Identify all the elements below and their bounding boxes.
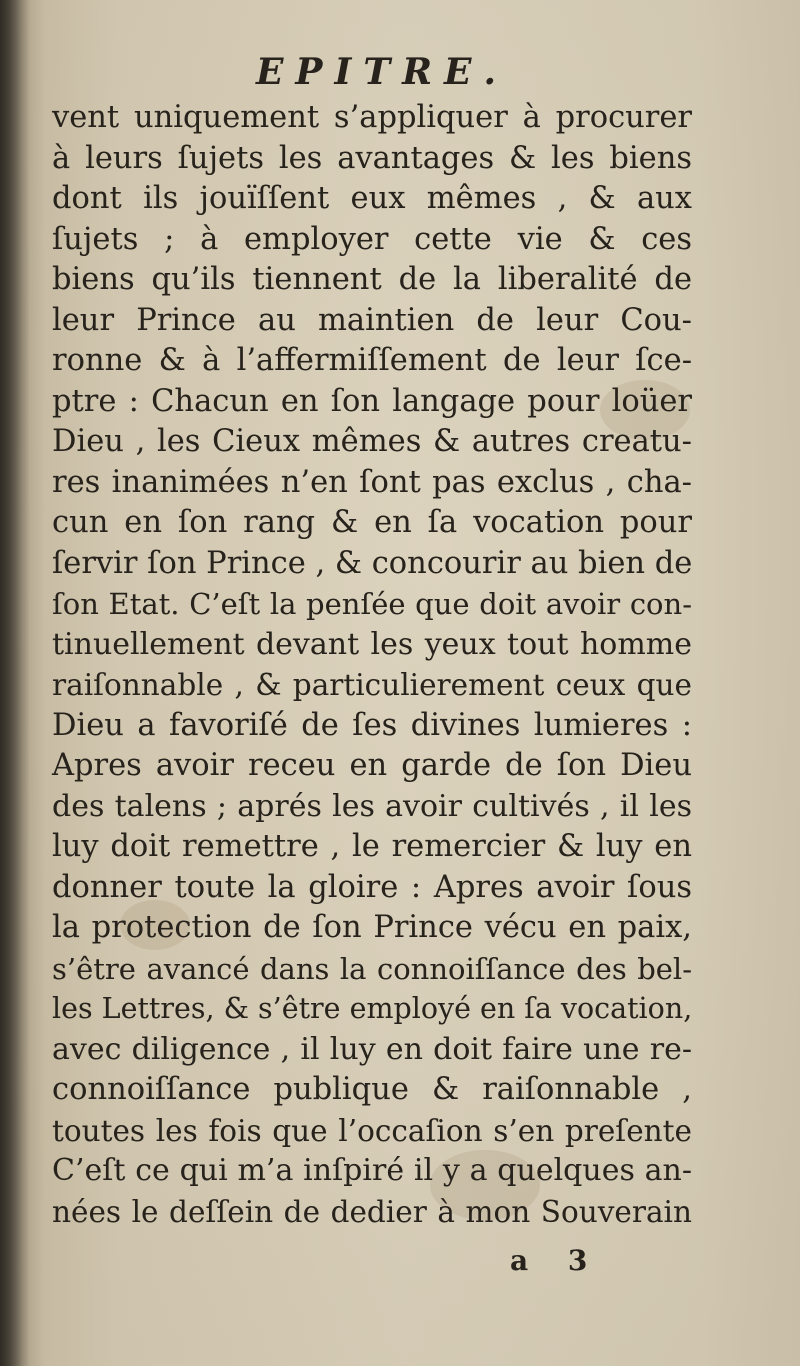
text-line: luy doit remettre , le remercier & luy en xyxy=(52,829,692,864)
text-line: tinuellement devant les yeux tout homme xyxy=(52,626,692,662)
text-line: ronne & à l’affermiſſement de leur ſce- xyxy=(52,343,692,378)
text-line: ſon Etat. C’eſt la penſée que doit avoir con- xyxy=(52,587,692,621)
text-line: connoiſſance publique & raiſonnable , xyxy=(52,1072,692,1107)
text-line: Dieu a favoriſé de ſes divines lumieres : xyxy=(52,707,692,743)
text-line: ſervir ſon Prince , & concourir au bien de xyxy=(52,545,693,581)
text-line: Dieu , les Cieux mêmes & autres creatu- xyxy=(52,424,692,459)
text-line: cun en ſon rang & en ſa vocation pour xyxy=(52,505,692,540)
text-line: les Lettres, & s’être employé en ſa vocation, xyxy=(52,992,693,1025)
text-line: des talens ; aprés les avoir cultivés , il les xyxy=(52,788,692,824)
text-block xyxy=(52,46,692,1232)
text-line: dont ils jouïſſent eux mêmes , & aux xyxy=(52,181,692,216)
text-line: s’être avancé dans la connoiſſance des bel- xyxy=(52,951,692,986)
signature-mark: a 3 xyxy=(510,1244,588,1277)
text-line: leur Prince au maintien de leur Cou- xyxy=(52,302,692,338)
text-line: C’eſt ce qui m’a inſpiré il y a quelques an- xyxy=(52,1153,692,1188)
body-text xyxy=(52,98,692,1232)
text-line: donner toute la gloire : Apres avoir ſous xyxy=(52,869,692,905)
text-line: biens qu’ils tiennent de la liberalité de xyxy=(52,262,692,297)
text-line: ſujets ; à employer cette vie & ces xyxy=(52,221,692,257)
text-line: raiſonnable , & particulierement ceux que xyxy=(52,668,692,702)
text-line: res inanimées n’en ſont pas exclus , cha- xyxy=(52,464,692,500)
text-line: ptre : Chacun en ſon langage pour loüer xyxy=(52,383,692,419)
gutter-shadow xyxy=(0,0,30,1366)
text-line: avec diligence , il luy en doit faire une re- xyxy=(52,1031,692,1067)
text-line: vent uniquement s’appliquer à procurer xyxy=(52,100,692,135)
text-line: la protection de ſon Prince vécu en paix, xyxy=(52,910,692,945)
text-line: nées le deſſein de dedier à mon Souverain xyxy=(52,1194,692,1229)
text-line: Apres avoir receu en garde de ſon Dieu xyxy=(52,748,692,783)
text-line: toutes les fois que l’occaſion s’en preſente xyxy=(52,1113,692,1148)
text-line: à leurs ſujets les avantages & les biens xyxy=(52,140,692,176)
running-head: EPITRE. xyxy=(255,51,509,93)
